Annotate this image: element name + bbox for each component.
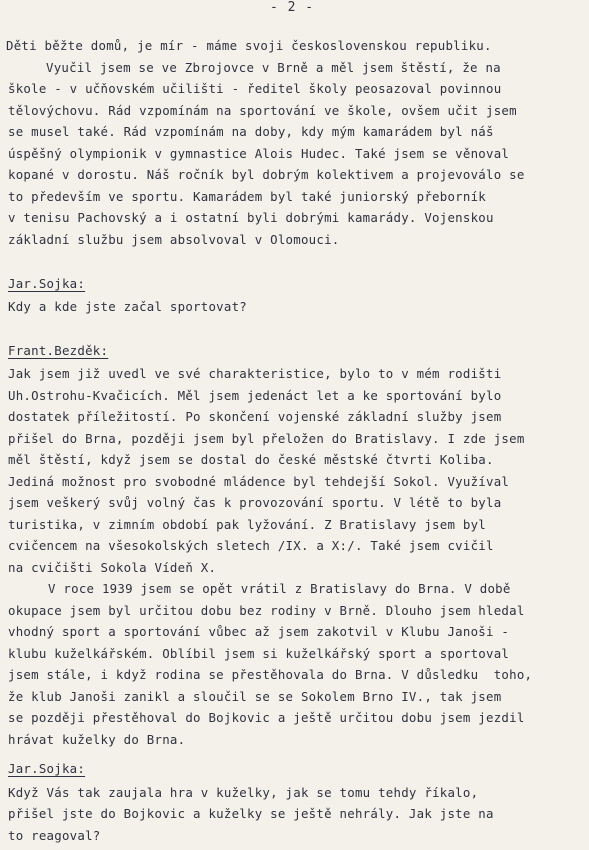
text-line: kopané v dorostu. Náš ročník byl dobrým kolektivem a projevoválo se bbox=[8, 167, 525, 182]
text-line: hrávat kuželky do Brna. bbox=[8, 732, 186, 747]
text-line: to především ve sportu. Kamarádem byl také juniorský přeborník bbox=[8, 189, 487, 204]
text-line: přišel jste do Bojkovic a kuželky se ještě nehrály. Jak jste na bbox=[8, 806, 494, 821]
text-line: to reagoval? bbox=[8, 828, 101, 843]
text-line: úspěšný olympionik v gymnastice Alois Hudec. Také jsem se věnoval bbox=[8, 146, 510, 161]
text-line: Kdy a kde jste začal sportovat? bbox=[8, 299, 248, 314]
text-line: tělovýchovu. Rád vzpomínám na sportování ve škole, ovšem učit jsem bbox=[8, 103, 517, 118]
speaker-label: Jar.Sojka: bbox=[8, 276, 86, 291]
text-line: na cvičišti Sokola Vídeň X. bbox=[8, 560, 217, 575]
text-line: Děti běžte domů, je mír - máme svoji československou republiku. bbox=[6, 38, 492, 53]
text-line: Jak jsem již uvedl ve své charakteristice, bylo to v mém rodišti bbox=[8, 366, 502, 381]
text-line: klubu kuželkářském. Oblíbil jsem si kuželkářský sport a sportoval bbox=[8, 646, 510, 661]
text-line: škole - v učňovském učilišti - ředitel školy peosazoval povinnou bbox=[8, 81, 502, 96]
text-line: V roce 1939 jsem se opět vrátil z Bratislavy do Brna. V době bbox=[48, 581, 511, 596]
text-line: Jediná možnost pro svobodné mládence byl tehdejší Sokol. Využíval bbox=[8, 474, 510, 489]
speaker-label: Frant.Bezděk: bbox=[8, 343, 109, 358]
text-line: jsem stále, i když rodina se přestěhovala do Brna. V důsledku toho, bbox=[8, 667, 533, 682]
text-line: jsem veškerý svůj volný čas k provozování sportu. V létě to byla bbox=[8, 495, 502, 510]
text-line: vhodný sport a sportování vůbec až jsem zakotvil v Klubu Janoši - bbox=[8, 624, 510, 639]
text-line: v tenisu Pachovský a i ostatní byli dobrými kamarády. Vojenskou bbox=[8, 210, 494, 225]
text-line: se musel také. Rád vzpomínám na doby, kdy mým kamarádem byl náš bbox=[8, 124, 494, 139]
text-line: Když Vás tak zaujala hra v kuželky, jak se tomu tehdy říkalo, bbox=[8, 785, 479, 800]
text-line: Vyučil jsem se ve Zbrojovce v Brně a měl jsem štěstí, že na bbox=[46, 60, 501, 75]
text-line: přišel do Brna, později jsem byl přeložen do Bratislavy. I zde jsem bbox=[8, 431, 525, 446]
text-line: měl štěstí, když jsem se dostal do české městské čtvrti Koliba. bbox=[8, 452, 494, 467]
text-line: turistika, v zimním období pak lyžování. Z Bratislavy jsem byl bbox=[8, 517, 487, 532]
page-number: - 2 - bbox=[270, 0, 315, 15]
text-line: dostatek příležitostí. Po skončení vojenské základní služby jsem bbox=[8, 409, 502, 424]
text-line: se později přestěhoval do Bojkovic a ještě určitou dobu jsem jezdil bbox=[8, 710, 525, 725]
text-line: základní službu jsem absolvoval v Olomouci. bbox=[8, 232, 340, 247]
text-line: cvičencem na všesokolských sletech /IX. a X:/. Také jsem cvičil bbox=[8, 538, 494, 553]
text-line: Uh.Ostrohu-Kvačicích. Měl jsem jedenáct let a ke sportování bylo bbox=[8, 388, 502, 403]
speaker-label: Jar.Sojka: bbox=[8, 761, 86, 776]
text-line: že klub Janoši zanikl a sloučil se se Sokolem Brno IV., tak jsem bbox=[8, 689, 502, 704]
text-line: okupace jsem byl určitou dobu bez rodiny v Brně. Dlouho jsem hledal bbox=[8, 603, 525, 618]
